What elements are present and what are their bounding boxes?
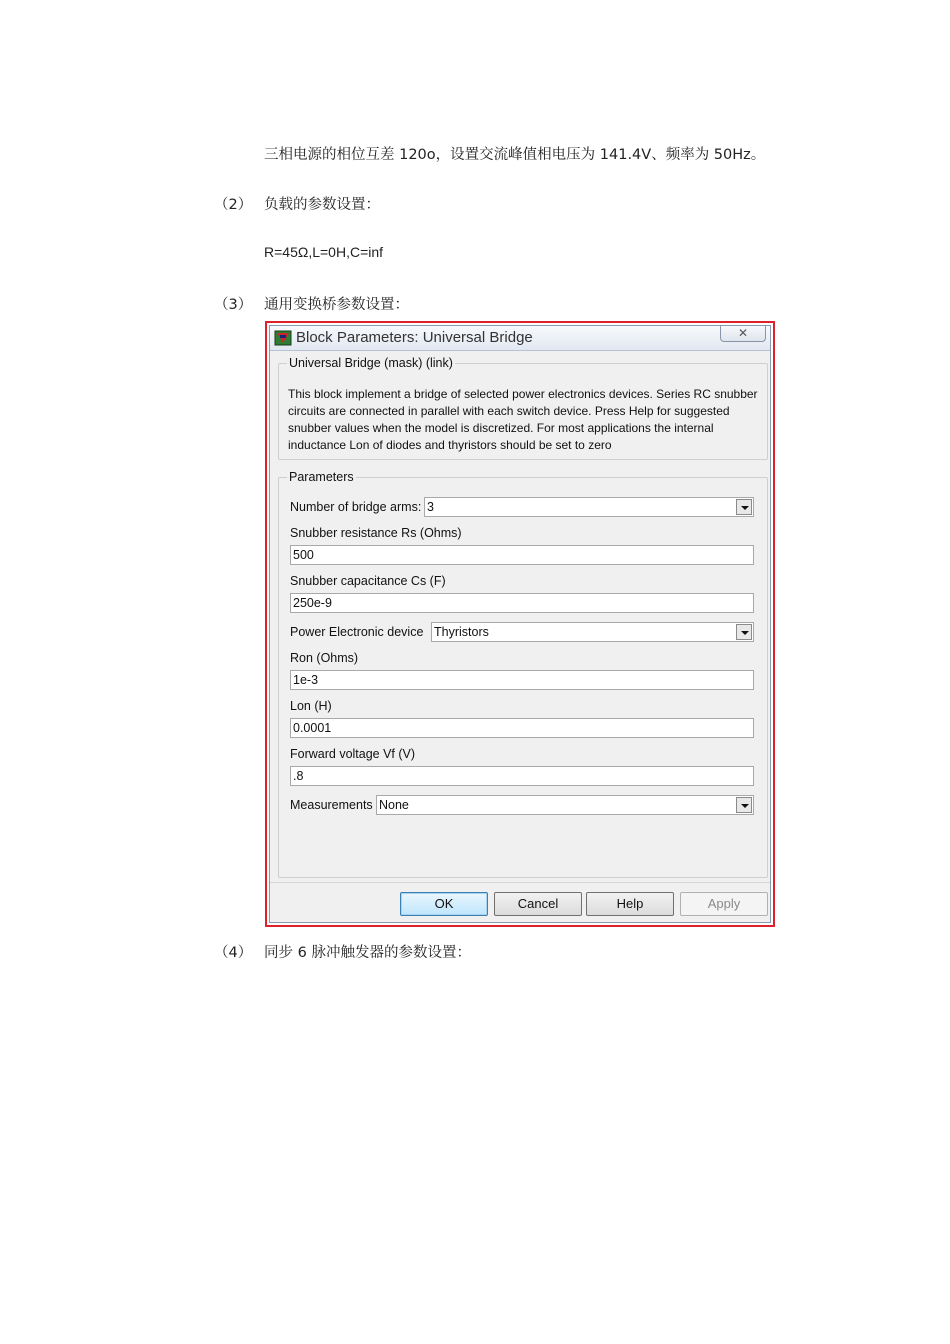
mask-label: Universal Bridge (mask) (link) (289, 356, 453, 370)
vf-input[interactable]: .8 (290, 766, 754, 786)
item-2-number: （2） (214, 197, 253, 213)
bridge-arms-label: Number of bridge arms: (290, 500, 422, 514)
lon-label: Lon (H) (290, 699, 332, 713)
title-bar (270, 326, 770, 351)
ok-button[interactable]: OK (400, 892, 488, 916)
cancel-button[interactable]: Cancel (494, 892, 582, 916)
lon-input[interactable]: 0.0001 (290, 718, 754, 738)
vf-label: Forward voltage Vf (V) (290, 747, 416, 761)
dialog-screenshot-frame (265, 321, 775, 927)
cs-label: Snubber capacitance Cs (F) (290, 574, 446, 588)
chevron-down-icon[interactable] (736, 499, 752, 515)
device-label: Power Electronic device (290, 625, 424, 639)
apply-button[interactable]: Apply (680, 892, 768, 916)
item-2-text: 负载的参数设置： (264, 197, 380, 213)
block-parameters-window (269, 325, 771, 923)
item-3-text: 通用变换桥参数设置： (264, 297, 409, 313)
bridge-arms-value: 3 (427, 500, 434, 514)
block-description: This block implement a bridge of selected power electronics devices. Series RC snubber circuits are connected in parallel with each switch device. Press Help for suggested snubber values when the model is discretized. For most applications the internal inductance Lon of diodes and thyristors should be set to zero (288, 387, 758, 452)
ron-label: Ron (Ohms) (290, 651, 359, 665)
item-4-text: 同步 6 脉冲触发器的参数设置： (264, 945, 471, 961)
rs-label: Snubber resistance Rs (Ohms) (290, 526, 462, 540)
intro-line: 三相电源的相位互差 120o，设置交流峰值相电压为 141.4V、频率为 50Hz。 (264, 147, 766, 163)
device-select[interactable] (431, 622, 754, 642)
chevron-down-icon[interactable] (736, 624, 752, 640)
cs-input[interactable]: 250e-9 (290, 593, 754, 613)
device-value: Thyristors (434, 625, 489, 639)
parameters-label: Parameters (289, 470, 354, 484)
bridge-arms-select[interactable] (424, 497, 754, 517)
window-title: Block Parameters: Universal Bridge (296, 329, 533, 346)
item-3-number: （3） (214, 297, 253, 313)
rs-input[interactable]: 500 (290, 545, 754, 565)
item-4-number: （4） (214, 945, 253, 961)
footer-divider (270, 882, 770, 883)
help-button[interactable]: Help (586, 892, 674, 916)
close-icon[interactable]: ✕ (720, 326, 766, 342)
ron-input[interactable]: 1e-3 (290, 670, 754, 690)
chevron-down-icon[interactable] (736, 797, 752, 813)
measurements-select[interactable] (376, 795, 754, 815)
simulink-block-icon (274, 329, 292, 347)
load-formula: R=45Ω,L=0H,C=inf (264, 244, 384, 260)
measurements-label: Measurements (290, 798, 373, 812)
measurements-value: None (379, 798, 409, 812)
